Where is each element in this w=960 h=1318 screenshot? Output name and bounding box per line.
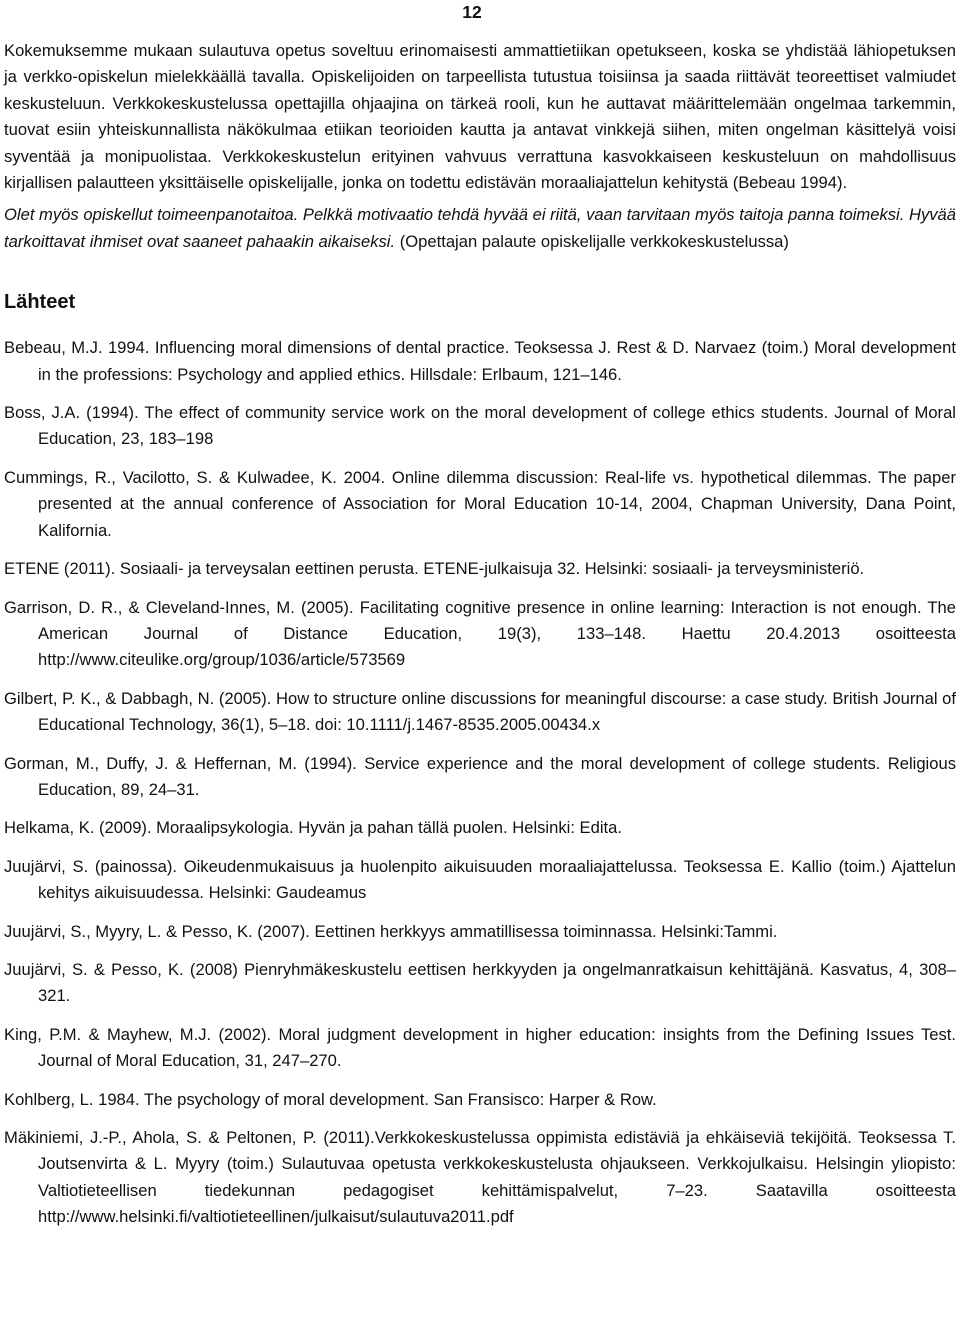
- reference-item: ETENE (2011). Sosiaali- ja terveysalan eettinen perusta. ETENE-julkaisuja 32. Helsinki: sosiaali- ja terveysministeriö.: [4, 559, 865, 579]
- reference-item: Garrison, D. R., & Cleveland-Innes, M. (2005). Facilitating cognitive presence in online learning: Interaction is not enough. The American Journal of Distance Education, 19(3), 133–148. Haettu 20.4.2013 osoitteesta http://www.citeulike.org/group/1036/article/573569: [4, 597, 956, 670]
- reference-item: Boss, J.A. (1994). The effect of community service work on the moral development of college ethics students. Journal of Moral Education, 23, 183–198: [4, 403, 956, 449]
- page-number: 12: [462, 2, 482, 22]
- reference-item: Bebeau, M.J. 1994. Influencing moral dimensions of dental practice. Teoksessa J. Rest & D. Narvaez (toim.) Moral development in the professions: Psychology and applied ethics. Hillsdale: Erlbaum, 121–146.: [4, 338, 956, 384]
- feedback-source: (Opettajan palaute opiskelijalle verkkokeskustelussa): [395, 231, 789, 251]
- reference-item: Gilbert, P. K., & Dabbagh, N. (2005). How to structure online discussions for meaningful discourse: a case study. British Journal of Educational Technology, 36(1), 5–18. doi: 10.1111/j.1467-8535.2005.00434.x: [4, 688, 956, 735]
- references-heading: Lähteet: [4, 291, 76, 314]
- reference-item: Mäkiniemi, J.-P., Ahola, S. & Peltonen, P. (2011).Verkkokeskustelussa oppimista edistäviä ja ehkäiseviä tekijöitä. Teoksessa T. Joutsenvirta & L. Myyry (toim.) Sulautuvaa opetusta verkkokeskustelusta ohjaukseen. Verkkojulkaisu. Helsingin yliopisto: Valtiotieteellisen tiedekunnan pedagogiset kehittämispalvelut, 7–23. Saatavilla osoitteesta http://www.helsinki.fi/valtiotieteellinen/julkaisut/sulautuva2011.pdf: [4, 1128, 956, 1227]
- reference-item: King, P.M. & Mayhew, M.J. (2002). Moral judgment development in higher education: insights from the Defining Issues Test. Journal of Moral Education, 31, 247–270.: [4, 1024, 956, 1071]
- reference-item: Juujärvi, S., Myyry, L. & Pesso, K. (2007). Eettinen herkkyys ammatillisessa toiminnassa. Helsinki:Tammi.: [4, 921, 778, 941]
- teacher-feedback-quote: [4, 202, 956, 255]
- reference-item: Gorman, M., Duffy, J. & Heffernan, M. (1994). Service experience and the moral development of college students. Religious Education, 89, 24–31.: [4, 753, 956, 799]
- reference-item: Juujärvi, S. (painossa). Oikeudenmukaisuus ja huolenpito aikuisuuden moraaliajattelussa. Teoksessa E. Kallio (toim.) Ajattelun kehitys aikuisuudessa. Helsinki: Gaudeamus: [4, 856, 956, 903]
- page-content: [4, 38, 956, 1243]
- reference-item: Juujärvi, S. & Pesso, K. (2008) Pienryhmäkeskustelu eettisen herkkyyden ja ongelmanratkaisun kehittäjänä. Kasvatus, 4, 308–321.: [4, 959, 956, 1006]
- reference-list: [4, 335, 956, 1230]
- body-paragraph: Kokemuksemme mukaan sulautuva opetus soveltuu erinomaisesti ammattietiikan opetukseen, koska se yhdistää lähiopetuksen ja verkko-opiskelun mielekkäällä tavalla. Opiskelijoiden on tarpeellista tutustua toisiinsa ja saada riittävät teoreettiset valmiudet keskusteluun. Verkkokeskustelussa opettajilla ohjaajina on tärkeä rooli, kun he auttavat määrittelemään ongelmaa tarkemmin, tuovat esiin yhteiskunnallista näkökulmaa etiikan teorioiden kautta ja antavat vinkkejä siihen, miten ongelman käsittelyä voisi syventää ja monipuolistaa. Verkkokeskustelun erityinen vahvuus verrattuna kasvokkaiseen keskusteluun on mahdollisuus kirjallisen palautteen yksittäiselle opiskelijalle, jonka on todettu edistävän moraaliajattelun kehitystä (Bebeau 1994).: [4, 41, 956, 193]
- reference-item: Kohlberg, L. 1984. The psychology of moral development. San Fransisco: Harper & Row.: [4, 1089, 657, 1109]
- reference-item: Helkama, K. (2009). Moraalipsykologia. Hyvän ja pahan tällä puolen. Helsinki: Edita.: [4, 818, 622, 838]
- feedback-quote-text: Olet myös opiskellut toimeenpanotaitoa. Pelkkä motivaatio tehdä hyvää ei riitä, vaan tarvitaan myös taitoja panna toimeksi. Hyvää tarkoittavat ihmiset ovat saaneet pahaakin aikaiseksi.: [4, 205, 956, 251]
- reference-item: Cummings, R., Vacilotto, S. & Kulwadee, K. 2004. Online dilemma discussion: Real-life vs. hypothetical dilemmas. The paper presented at the annual conference of Association for Moral Education 10-14, 2004, Chapman University, Dana Point, Kalifornia.: [4, 467, 956, 540]
